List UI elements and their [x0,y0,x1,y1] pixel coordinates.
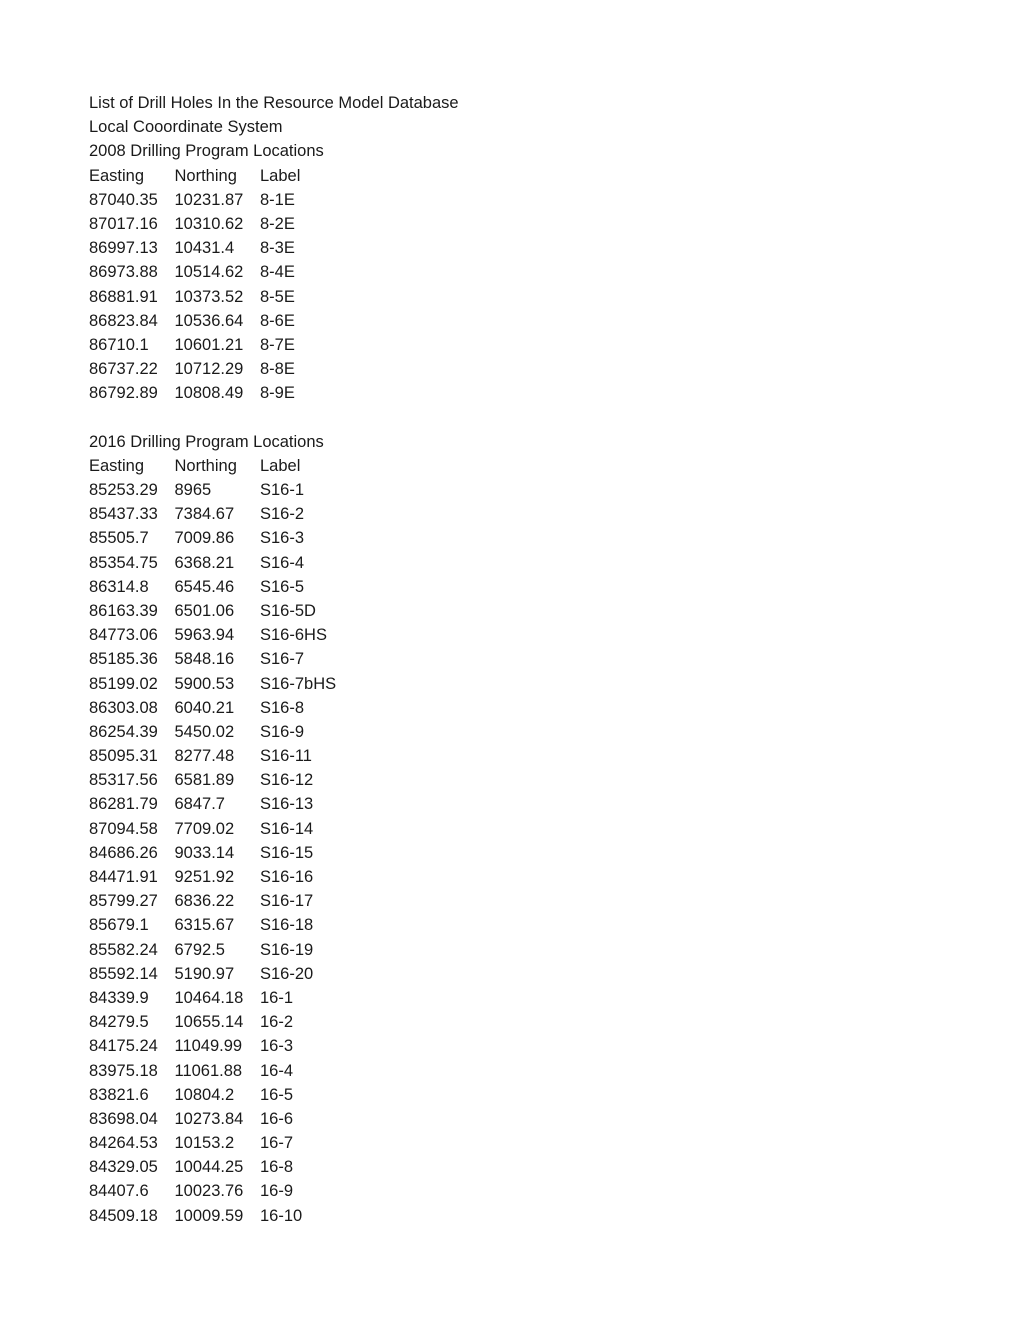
drill-hole-sections [89,139,949,1227]
easting-cell: 85437.33 [89,505,158,524]
easting-cell: 84407.6 [89,1182,149,1201]
label-cell: S16-12 [260,771,314,790]
label-cell: S16-11 [260,747,312,766]
column-header: Easting [89,456,145,475]
table-row [89,672,949,696]
easting-cell: 83821.6 [89,1085,149,1104]
label-cell: 8-2E [260,214,295,233]
northing-cell: 6836.22 [174,892,235,911]
easting-cell: 85253.29 [89,481,158,499]
column-header: Northing [174,456,237,475]
table-row [89,817,949,841]
northing-cell: 8277.48 [174,747,235,766]
easting-cell: 85582.24 [89,940,158,959]
table-row [89,623,949,647]
northing-cell: 6368.21 [174,553,235,572]
table-row [89,357,949,381]
northing-cell: 10464.18 [174,988,244,1007]
easting-cell: 86973.88 [89,263,158,282]
section-heading: 2008 Drilling Program Locations [89,142,324,161]
easting-cell: 84175.24 [89,1037,158,1056]
northing-cell: 7384.67 [174,505,235,524]
northing-cell: 6315.67 [174,916,235,935]
label-cell: 16-1 [260,988,294,1007]
northing-cell: 6792.5 [174,940,225,959]
northing-cell: 5190.97 [174,964,235,983]
table-header-row [89,164,949,188]
northing-cell: 10044.25 [174,1158,244,1177]
northing-cell: 10153.2 [174,1134,235,1153]
easting-cell: 84329.05 [89,1158,158,1177]
section-spacer [89,405,949,429]
label-cell: S16-7bHS [260,674,337,693]
table-row [89,526,949,550]
label-cell: S16-5D [260,601,316,620]
table-row [89,188,949,212]
easting-cell: 83975.18 [89,1061,158,1080]
easting-cell: 86823.84 [89,311,158,330]
label-cell: 16-5 [260,1085,294,1104]
label-cell: S16-7 [260,650,305,669]
table-row [89,236,949,260]
easting-cell: 84773.06 [89,626,158,645]
northing-cell: 6545.46 [174,577,235,596]
northing-cell: 9251.92 [174,868,235,886]
easting-cell: 87017.16 [89,214,158,233]
label-cell: S16-8 [260,698,305,717]
table-row [89,1131,949,1155]
easting-cell: 84471.91 [89,868,158,886]
coordinate-system-label: Local Cooordinate System [89,118,283,137]
label-cell: S16-1 [260,481,305,499]
table-row [89,502,949,526]
table-row [89,986,949,1010]
section-heading: 2016 Drilling Program Locations [89,432,324,451]
label-cell: S16-5 [260,577,305,596]
table-row [89,575,949,599]
northing-cell: 7709.02 [174,819,235,838]
easting-cell: 87040.35 [89,190,158,209]
label-cell: 8-1E [260,190,295,209]
table-row [89,1034,949,1058]
easting-cell: 86303.08 [89,698,158,717]
easting-cell: 84264.53 [89,1134,158,1153]
northing-cell: 10310.62 [174,214,244,233]
label-cell: S16-20 [260,964,314,983]
easting-cell: 86997.13 [89,239,158,258]
easting-cell: 86710.1 [89,335,149,354]
northing-cell: 10231.87 [174,190,244,209]
table-row [89,212,949,236]
table-row [89,768,949,792]
label-cell: 8-8E [260,360,295,379]
northing-cell: 5963.94 [174,626,235,645]
document-page [89,91,949,1228]
document-title: List of Drill Holes In the Resource Model Database [89,94,459,112]
easting-cell: 83698.04 [89,1109,158,1128]
easting-cell: 84509.18 [89,1206,158,1225]
table-row [89,744,949,768]
easting-cell: 86792.89 [89,384,158,403]
easting-cell: 85199.02 [89,674,158,693]
label-cell: S16-15 [260,843,314,862]
column-header: Easting [89,166,145,185]
column-header: Northing [174,166,237,185]
table-row [89,381,949,405]
table-row [89,1010,949,1034]
table-row [89,1155,949,1179]
northing-cell: 5900.53 [174,674,235,693]
label-cell: S16-14 [260,819,314,838]
easting-cell: 84279.5 [89,1013,149,1032]
table-row [89,309,949,333]
northing-cell: 5848.16 [174,650,235,669]
table-row [89,285,949,309]
northing-cell: 9033.14 [174,843,235,862]
label-cell: 16-2 [260,1013,294,1032]
easting-cell: 86281.79 [89,795,158,814]
northing-cell: 11049.99 [174,1037,243,1056]
easting-cell: 86314.8 [89,577,149,596]
label-cell: S16-2 [260,505,305,524]
table-row [89,1107,949,1131]
table-row [89,696,949,720]
table-row [89,865,949,889]
table-row [89,889,949,913]
table-row [89,962,949,986]
northing-cell: 10808.49 [174,384,244,403]
table-row [89,260,949,284]
drilling-program-section [89,139,949,405]
easting-cell: 87094.58 [89,819,158,838]
northing-cell: 6501.06 [174,601,235,620]
northing-cell: 6581.89 [174,771,235,790]
label-cell: S16-6HS [260,626,327,645]
label-cell: 16-10 [260,1206,303,1225]
northing-cell: 10273.84 [174,1109,244,1128]
northing-cell: 6040.21 [174,698,235,717]
column-header: Label [260,456,301,475]
table-row [89,551,949,575]
northing-cell: 10804.2 [174,1085,235,1104]
table-row [89,599,949,623]
northing-cell: 10009.59 [174,1206,244,1225]
easting-cell: 85679.1 [89,916,149,935]
label-cell: 16-8 [260,1158,294,1177]
label-cell: 8-7E [260,335,295,354]
northing-cell: 8965 [174,481,212,499]
label-cell: 16-6 [260,1109,294,1128]
table-row [89,841,949,865]
table-header-row [89,454,949,478]
label-cell: 16-3 [260,1037,294,1056]
table-row [89,647,949,671]
table-row [89,938,949,962]
northing-cell: 10514.62 [174,263,244,282]
table-row [89,1204,949,1228]
label-cell: S16-13 [260,795,314,814]
table-row [89,913,949,937]
column-header: Label [260,166,301,185]
table-row [89,333,949,357]
drilling-program-section [89,430,949,1228]
table-row [89,792,949,816]
label-cell: 16-7 [260,1134,294,1153]
northing-cell: 6847.7 [174,795,225,814]
easting-cell: 85317.56 [89,771,158,790]
label-cell: S16-19 [260,940,314,959]
easting-cell: 85592.14 [89,964,158,983]
northing-cell: 11061.88 [174,1061,243,1080]
easting-cell: 85354.75 [89,553,158,572]
easting-cell: 85095.31 [89,747,158,766]
northing-cell: 10536.64 [174,311,244,330]
table-row [89,1083,949,1107]
label-cell: 8-6E [260,311,295,330]
label-cell: 8-5E [260,287,295,306]
table-row [89,720,949,744]
label-cell: 16-4 [260,1061,294,1080]
label-cell: S16-9 [260,722,305,741]
easting-cell: 85505.7 [89,529,149,548]
northing-cell: 10601.21 [174,335,244,354]
label-cell: S16-3 [260,529,305,548]
easting-cell: 85799.27 [89,892,158,911]
easting-cell: 84339.9 [89,988,149,1007]
easting-cell: 85185.36 [89,650,158,669]
label-cell: 8-4E [260,263,295,282]
easting-cell: 86254.39 [89,722,158,741]
northing-cell: 10712.29 [174,360,244,379]
northing-cell: 5450.02 [174,722,235,741]
easting-cell: 86163.39 [89,601,158,620]
label-cell: S16-16 [260,868,314,886]
label-cell: S16-18 [260,916,314,935]
easting-cell: 86881.91 [89,287,158,306]
table-row [89,478,949,502]
northing-cell: 10373.52 [174,287,244,306]
table-row [89,1059,949,1083]
northing-cell: 7009.86 [174,529,235,548]
easting-cell: 84686.26 [89,843,158,862]
label-cell: 16-9 [260,1182,294,1201]
label-cell: S16-4 [260,553,305,572]
easting-cell: 86737.22 [89,360,158,379]
label-cell: S16-17 [260,892,314,911]
northing-cell: 10431.4 [174,239,235,258]
northing-cell: 10023.76 [174,1182,244,1201]
label-cell: 8-9E [260,384,295,403]
northing-cell: 10655.14 [174,1013,244,1032]
label-cell: 8-3E [260,239,295,258]
table-row [89,1179,949,1203]
